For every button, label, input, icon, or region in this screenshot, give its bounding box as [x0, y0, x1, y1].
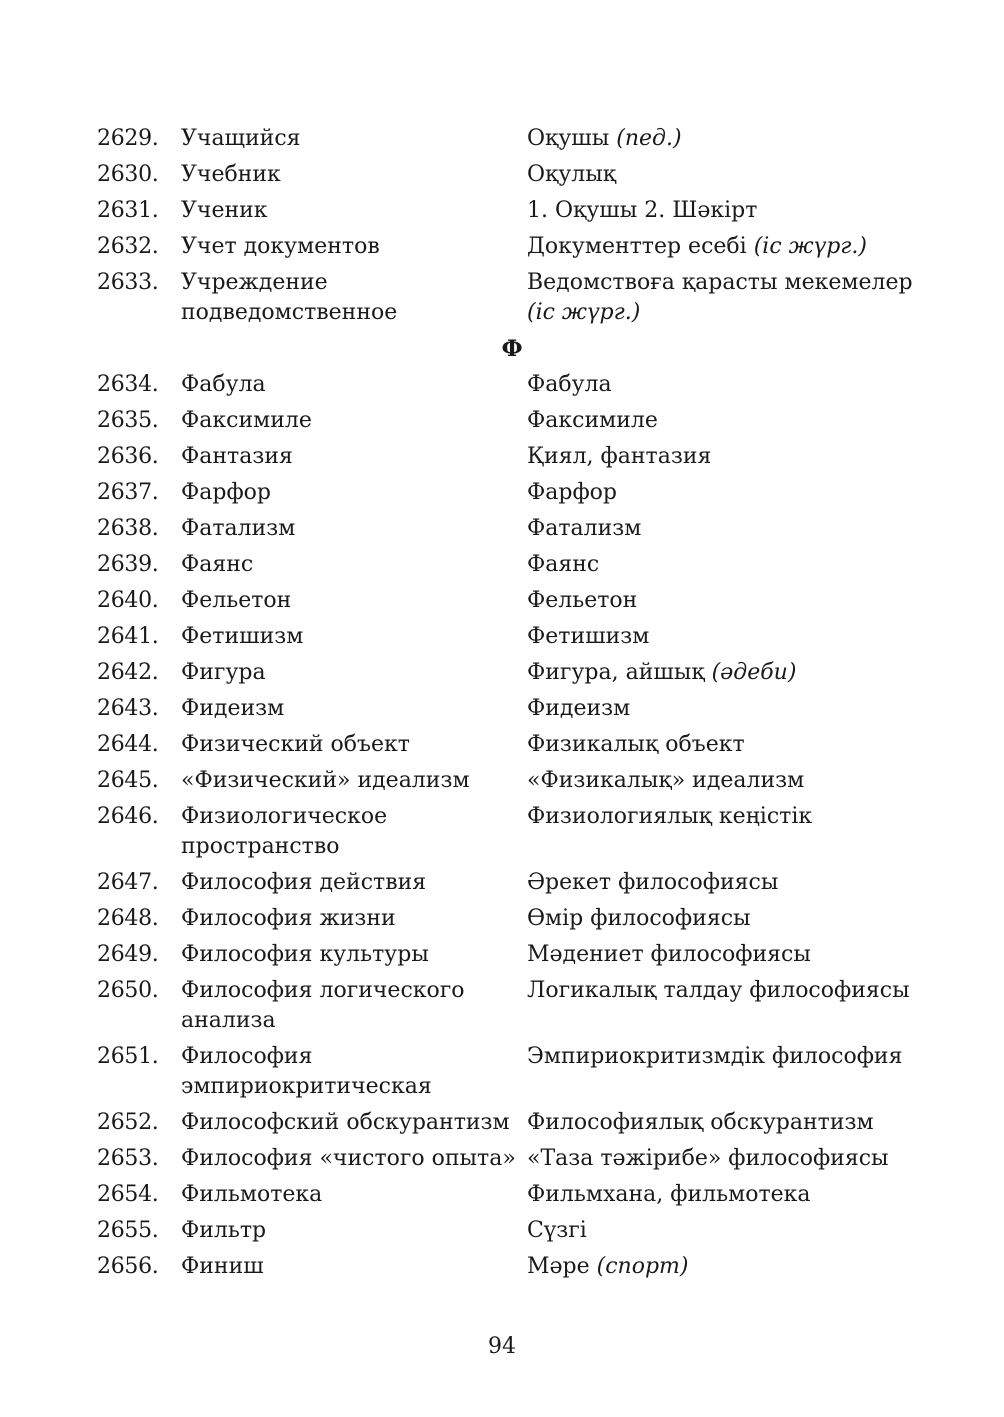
russian-term: Философия действия	[181, 870, 427, 895]
kazakh-translation	[527, 766, 927, 796]
entry-row	[97, 865, 927, 901]
entry-row	[97, 763, 927, 799]
entry-number: 2640.	[97, 588, 159, 613]
kazakh-term: Фетишизм	[527, 624, 650, 649]
kazakh-translation	[527, 442, 927, 472]
russian-term: Физический объект	[181, 732, 410, 757]
russian-term: Физиологическое пространство	[181, 804, 388, 859]
entry-row	[97, 229, 927, 265]
kazakh-translation	[527, 550, 927, 580]
entries-before-section	[97, 121, 927, 331]
entry-row	[97, 439, 927, 475]
russian-term: Философский обскурантизм	[181, 1110, 510, 1135]
russian-term: Фильтр	[181, 1218, 267, 1243]
kazakh-term: Логикалық талдау философиясы	[527, 978, 910, 1003]
entry-number: 2652.	[97, 1110, 159, 1135]
kazakh-term: Эмпириокритизмдік философия	[527, 1044, 903, 1069]
russian-term: Философия культуры	[181, 942, 429, 967]
entry-number: 2634.	[97, 372, 159, 397]
entry-number: 2653.	[97, 1146, 159, 1171]
russian-term: Фельетон	[181, 588, 292, 613]
russian-term: Философия «чистого опыта»	[181, 1146, 516, 1171]
russian-term: Фильмотека	[181, 1182, 323, 1207]
entry-row	[97, 1105, 927, 1141]
kazakh-term: Документтер есебі	[527, 234, 754, 259]
kazakh-term: Фабула	[527, 372, 612, 397]
russian-term: Фигура	[181, 660, 266, 685]
russian-term: Философия логического анализа	[181, 978, 465, 1033]
entry-row	[97, 1039, 927, 1105]
entry-number: 2635.	[97, 408, 159, 433]
entry-row	[97, 619, 927, 655]
russian-term: Учащийся	[181, 126, 301, 151]
russian-term: Ученик	[181, 198, 268, 223]
kazakh-term: Сүзгі	[527, 1218, 587, 1243]
entry-row	[97, 1177, 927, 1213]
kazakh-translation	[527, 1252, 927, 1282]
kazakh-translation	[527, 478, 927, 508]
russian-term: Учебник	[181, 162, 281, 187]
kazakh-translation	[527, 730, 927, 760]
usage-note: (әдеби)	[711, 660, 797, 685]
entry-row	[97, 973, 927, 1039]
entry-number: 2650.	[97, 978, 159, 1003]
entry-row	[97, 691, 927, 727]
kazakh-term: Оқушы	[527, 126, 617, 151]
entry-row	[97, 901, 927, 937]
kazakh-translation	[527, 1180, 927, 1210]
kazakh-translation	[527, 694, 927, 724]
entry-row	[97, 511, 927, 547]
kazakh-term: Фильмхана, фильмотека	[527, 1182, 811, 1207]
kazakh-term: Мәре	[527, 1254, 597, 1279]
kazakh-term: Мәдениет философиясы	[527, 942, 811, 967]
entry-row	[97, 121, 927, 157]
kazakh-term: Физиологиялық кеңістік	[527, 804, 813, 829]
entry-number: 2656.	[97, 1254, 159, 1279]
entry-number: 2655.	[97, 1218, 159, 1243]
usage-note: (пед.)	[616, 126, 682, 151]
kazakh-translation	[527, 232, 927, 262]
entry-number: 2642.	[97, 660, 159, 685]
entry-row	[97, 799, 927, 865]
entry-number: 2648.	[97, 906, 159, 931]
kazakh-term: 1. Оқушы 2. Шәкірт	[527, 198, 758, 223]
kazakh-translation	[527, 586, 927, 616]
kazakh-term: «Физикалық» идеализм	[527, 768, 805, 793]
kazakh-translation	[527, 868, 927, 898]
entries-after-section	[97, 367, 927, 1285]
russian-term: Фабула	[181, 372, 266, 397]
kazakh-translation	[527, 268, 927, 328]
kazakh-translation	[527, 622, 927, 652]
usage-note: (іс жүрг.)	[753, 234, 867, 259]
kazakh-term: Фидеизм	[527, 696, 631, 721]
kazakh-term: Фатализм	[527, 516, 642, 541]
kazakh-term: Фарфор	[527, 480, 618, 505]
russian-term: Фантазия	[181, 444, 293, 469]
kazakh-term: Фигура, айшық	[527, 660, 712, 685]
kazakh-term: «Таза тәжірибе» философиясы	[527, 1146, 889, 1171]
kazakh-term: Оқулық	[527, 162, 617, 187]
entry-number: 2636.	[97, 444, 159, 469]
entry-row	[97, 403, 927, 439]
entry-number: 2649.	[97, 942, 159, 967]
entry-row	[97, 583, 927, 619]
entry-number: 2629.	[97, 126, 159, 151]
entry-number: 2651.	[97, 1044, 159, 1069]
kazakh-term: Факсимиле	[527, 408, 658, 433]
entry-row	[97, 547, 927, 583]
entry-number: 2630.	[97, 162, 159, 187]
kazakh-term: Ведомствоға қарасты мекемелер	[527, 270, 913, 295]
kazakh-translation	[527, 1042, 927, 1072]
kazakh-translation	[527, 1108, 927, 1138]
russian-term: Финиш	[181, 1254, 264, 1279]
kazakh-translation	[527, 658, 927, 688]
entry-row	[97, 265, 927, 331]
russian-term: Учреждение подведомственное	[181, 270, 398, 325]
kazakh-term: Фельетон	[527, 588, 638, 613]
russian-term: Фаянс	[181, 552, 254, 577]
russian-term: Факсимиле	[181, 408, 312, 433]
russian-term: Фатализм	[181, 516, 296, 541]
kazakh-translation	[527, 1144, 927, 1174]
usage-note: (спорт)	[596, 1254, 689, 1279]
entry-number: 2637.	[97, 480, 159, 505]
entry-row	[97, 1213, 927, 1249]
entry-row	[97, 193, 927, 229]
russian-term: Философия жизни	[181, 906, 396, 931]
kazakh-translation	[527, 124, 927, 154]
entry-number: 2631.	[97, 198, 159, 223]
entry-number: 2638.	[97, 516, 159, 541]
kazakh-translation	[527, 802, 927, 832]
kazakh-translation	[527, 904, 927, 934]
kazakh-translation	[527, 514, 927, 544]
entry-number: 2654.	[97, 1182, 159, 1207]
entry-row	[97, 157, 927, 193]
entry-row	[97, 1249, 927, 1285]
kazakh-translation	[527, 406, 927, 436]
kazakh-term: Әрекет философиясы	[527, 870, 779, 895]
entry-number: 2643.	[97, 696, 159, 721]
entry-number: 2644.	[97, 732, 159, 757]
entry-row	[97, 475, 927, 511]
kazakh-term: Физикалық объект	[527, 732, 745, 757]
russian-term: Фидеизм	[181, 696, 285, 721]
russian-term: Философия эмпириокритическая	[181, 1044, 432, 1099]
kazakh-term: Фаянс	[527, 552, 600, 577]
entry-number: 2632.	[97, 234, 159, 259]
kazakh-term: Қиял, фантазия	[527, 444, 712, 469]
entry-number: 2641.	[97, 624, 159, 649]
page-number: 94	[488, 1334, 516, 1359]
kazakh-translation	[527, 1216, 927, 1246]
russian-term: Учет документов	[181, 234, 380, 259]
kazakh-term: Философиялық обскурантизм	[527, 1110, 874, 1135]
entry-row	[97, 937, 927, 973]
usage-note: (іс жүрг.)	[527, 300, 641, 325]
entry-row	[97, 727, 927, 763]
russian-term: Фарфор	[181, 480, 272, 505]
entry-number: 2646.	[97, 804, 159, 829]
entry-row	[97, 367, 927, 403]
entry-number: 2639.	[97, 552, 159, 577]
entry-row	[97, 655, 927, 691]
kazakh-translation	[527, 940, 927, 970]
russian-term: Фетишизм	[181, 624, 304, 649]
section-letter-heading: Ф	[501, 336, 523, 362]
entry-list	[97, 121, 927, 1285]
kazakh-translation	[527, 976, 927, 1006]
russian-term: «Физический» идеализм	[181, 768, 470, 793]
entry-number: 2633.	[97, 270, 159, 295]
entry-number: 2645.	[97, 768, 159, 793]
kazakh-term: Өмір философиясы	[527, 906, 751, 931]
kazakh-translation	[527, 160, 927, 190]
entry-number: 2647.	[97, 870, 159, 895]
entry-row	[97, 1141, 927, 1177]
kazakh-translation	[527, 196, 927, 226]
kazakh-translation	[527, 370, 927, 400]
